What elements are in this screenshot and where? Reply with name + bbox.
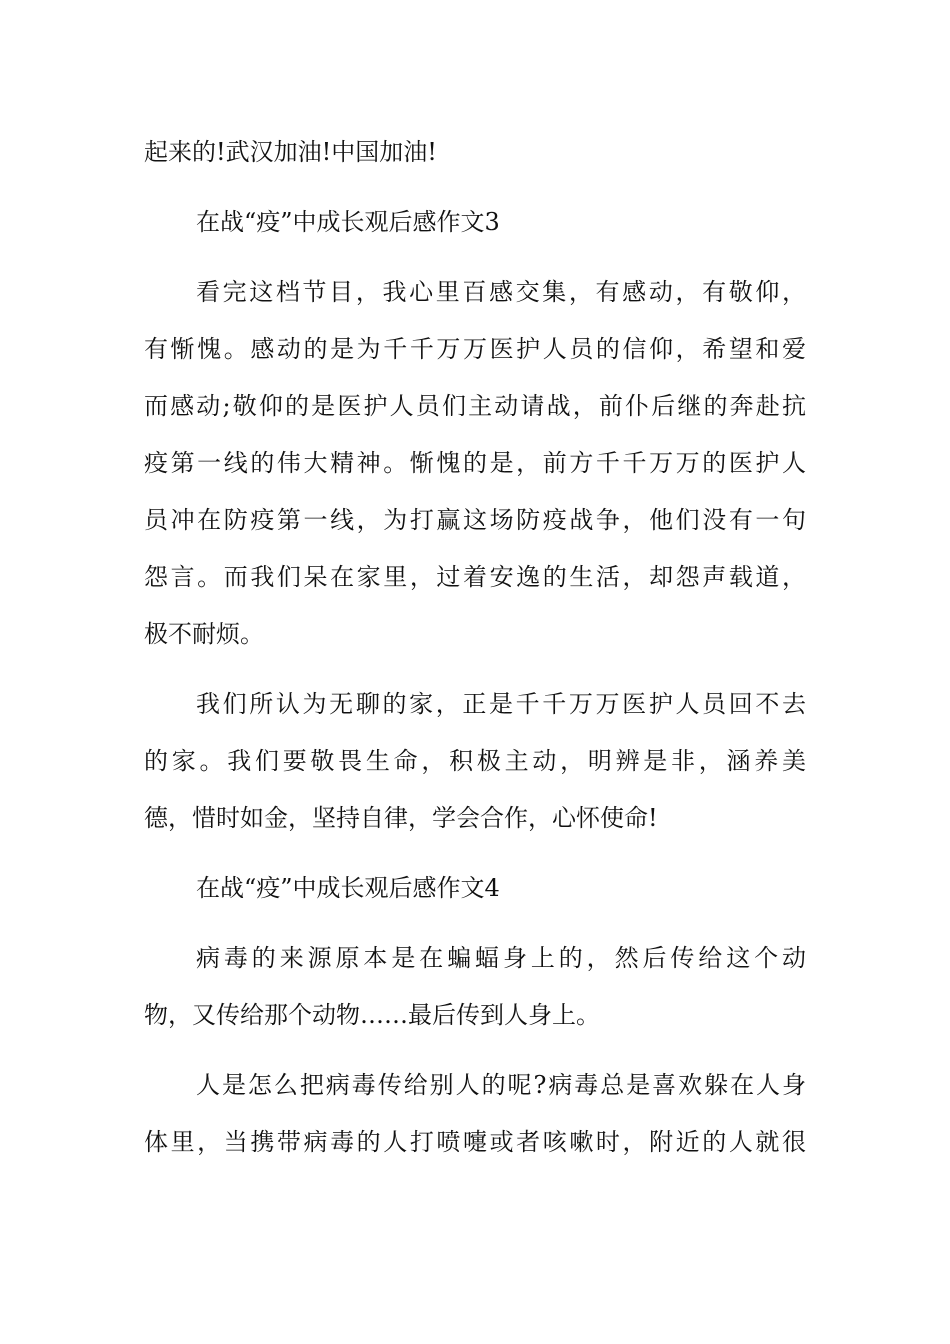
section-heading-4: 在战“疫”中成长观后感作文4 xyxy=(196,874,500,902)
paragraph-line: 极不耐烦。 xyxy=(144,620,264,648)
paragraph-line: 人是怎么把病毒传给别人的呢?病毒总是喜欢躲在人身 xyxy=(196,1071,806,1099)
paragraph-line: 体里，当携带病毒的人打喷嚏或者咳嗽时，附近的人就很 xyxy=(144,1128,806,1156)
document-body xyxy=(144,124,806,1171)
paragraph-line: 物，又传给那个动物……最后传到人身上。 xyxy=(144,1001,600,1029)
paragraph-line: 病毒的来源原本是在蝙蝠身上的，然后传给这个动 xyxy=(196,944,806,972)
paragraph-line: 有惭愧。感动的是为千千万万医护人员的信仰，希望和爱 xyxy=(144,335,806,363)
paragraph-line: 的家。我们要敬畏生命，积极主动，明辨是非，涵养美 xyxy=(144,747,806,775)
paragraph-line: 看完这档节目，我心里百感交集，有感动，有敬仰， xyxy=(196,278,806,306)
paragraph-line: 员冲在防疫第一线，为打赢这场防疫战争，他们没有一句 xyxy=(144,506,806,534)
paragraph-line: 而感动;敬仰的是医护人员们主动请战，前仆后继的奔赴抗 xyxy=(144,392,806,420)
paragraph-line: 疫第一线的伟大精神。惭愧的是，前方千千万万的医护人 xyxy=(144,449,806,477)
paragraph-line: 我们所认为无聊的家，正是千千万万医护人员回不去 xyxy=(196,690,806,718)
paragraph-line: 德，惜时如金，坚持自律，学会合作，心怀使命! xyxy=(144,804,658,832)
section-heading-3: 在战“疫”中成长观后感作文3 xyxy=(196,208,500,236)
paragraph-line: 起来的!武汉加油!中国加油! xyxy=(144,138,437,166)
paragraph-line: 怨言。而我们呆在家里，过着安逸的生活，却怨声载道， xyxy=(144,563,806,591)
